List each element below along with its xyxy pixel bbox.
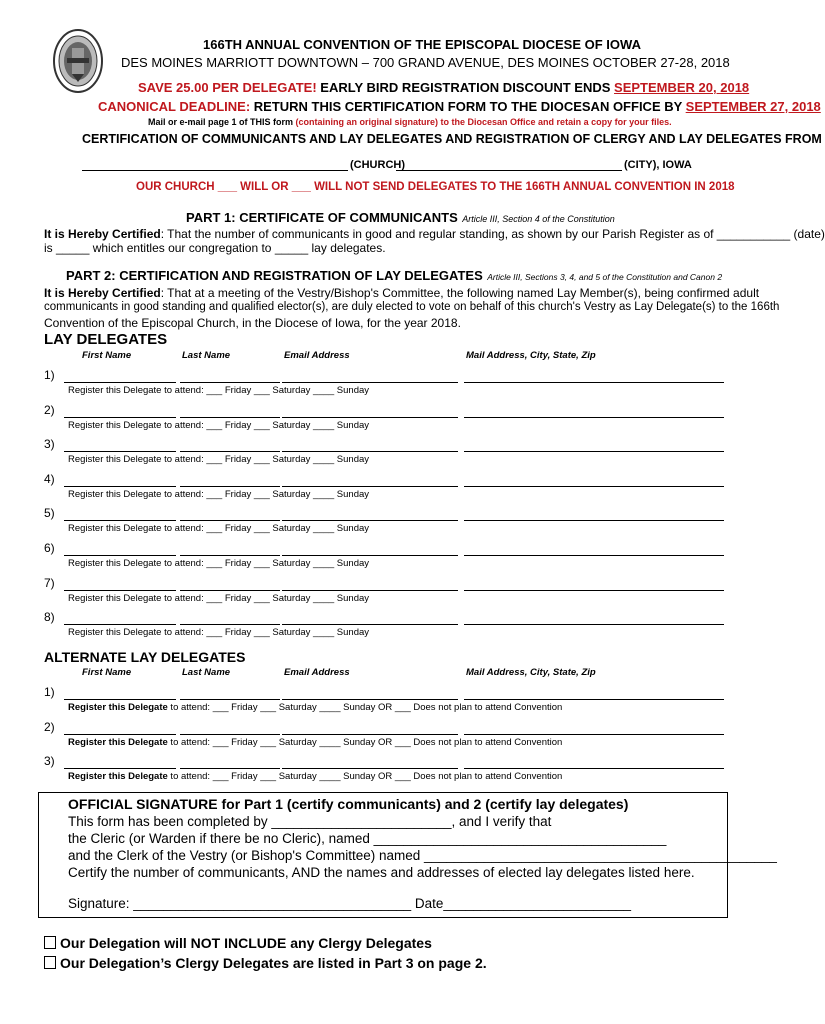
email-field[interactable] [282, 590, 458, 591]
part1-reference: Article III, Section 4 of the Constitution [462, 214, 615, 224]
email-field[interactable] [282, 382, 458, 383]
part1-text-line1 [44, 227, 825, 241]
part1-title: PART 1: CERTIFICATE OF COMMUNICANTS [186, 210, 458, 225]
part2-title: PART 2: CERTIFICATION AND REGISTRATION OF LAY DELEGATES [66, 268, 483, 283]
alt-col-email: Email Address [284, 667, 350, 678]
email-field[interactable] [282, 451, 458, 452]
mail-address-field[interactable] [464, 734, 724, 735]
mail-address-field[interactable] [464, 624, 724, 625]
last-name-field[interactable] [180, 417, 280, 418]
row-number: 3) [44, 437, 55, 452]
checkbox-icon[interactable] [44, 956, 56, 969]
email-field[interactable] [282, 699, 458, 700]
register-label: Register this Delegate [68, 736, 168, 748]
mail-address-field[interactable] [464, 555, 724, 556]
first-name-field[interactable] [64, 486, 176, 487]
first-name-field[interactable] [64, 382, 176, 383]
last-name-field[interactable] [180, 486, 280, 487]
part2-text-line3: Convention of the Episcopal Church, in the Diocese of Iowa, for the year 2018. [44, 316, 461, 330]
canonical-deadline-date: SEPTEMBER 27, 2018 [685, 99, 821, 114]
register-label: Register this Delegate [68, 771, 168, 782]
signature-certify-text: Certify the number of communicants, AND the names and addresses of elected lay delegates listed here. [68, 865, 695, 880]
mail-instructions-note: (containing an original signature) to the Diocesan Office and retain a copy for your files. [295, 117, 672, 127]
last-name-field[interactable] [180, 624, 280, 625]
early-bird-text: EARLY BIRD REGISTRATION DISCOUNT ENDS [316, 80, 615, 95]
part1-body1: : That the number of communicants in good and regular standing, as shown by our Parish Register as of ___________ (date) [160, 227, 825, 241]
alt-col-first-name: First Name [82, 667, 132, 678]
part2-body1: : That at a meeting of the Vestry/Bishop's Committee, the following named Lay Member(s), being confirmed adult [160, 286, 760, 300]
register-attendance[interactable]: Register this Delegate to attend: ___ Friday ___ Saturday ____ Sunday [68, 454, 370, 466]
col-last-name: Last Name [182, 350, 231, 361]
alt-col-last-name: Last Name [182, 667, 231, 678]
signature-cleric-named[interactable]: the Cleric (or Warden if there be no Cleric), named _______________________________________ [68, 831, 667, 846]
option-clergy-listed-label: Our Delegation’s Clergy Delegates are listed in Part 3 on page 2. [60, 955, 487, 971]
first-name-field[interactable] [64, 520, 176, 521]
canonical-deadline-line [98, 99, 821, 114]
last-name-field[interactable] [180, 699, 280, 700]
checkbox-icon[interactable] [44, 936, 56, 949]
register-options: to attend: ___ Friday ___ Saturday ____ Sunday OR ___ Does not plan to attend Convention [167, 702, 563, 713]
mail-address-field[interactable] [464, 590, 724, 591]
alternate-lay-delegates-heading: ALTERNATE LAY DELEGATES [44, 649, 246, 665]
email-field[interactable] [282, 520, 458, 521]
lay-delegates-heading: LAY DELEGATES [44, 331, 168, 348]
row-number: 5) [44, 506, 55, 521]
signature-clerk-named[interactable]: and the Clerk of the Vestry (or Bishop's Committee) named _______________________________________________ [68, 848, 777, 863]
option-no-clergy-label: Our Delegation will NOT INCLUDE any Clergy Delegates [60, 935, 432, 951]
email-field[interactable] [282, 417, 458, 418]
row-number: 1) [44, 685, 55, 699]
row-number: 6) [44, 541, 55, 555]
signature-date-line[interactable]: Signature: _____________________________________ Date_________________________ [68, 896, 632, 911]
first-name-field[interactable] [64, 768, 176, 769]
register-attendance[interactable]: Register this Delegate to attend: ___ Friday ___ Saturday ____ Sunday [68, 488, 370, 500]
church-field[interactable] [82, 170, 348, 171]
convention-title: 166TH ANNUAL CONVENTION OF THE EPISCOPAL DIOCESE OF IOWA [203, 37, 641, 52]
early-bird-line [138, 80, 749, 95]
col-first-name: First Name [82, 350, 132, 361]
part1-heading [186, 209, 615, 227]
col-mail-address: Mail Address, City, State, Zip [466, 350, 596, 361]
mail-instructions-lead: Mail or e-mail page 1 of THIS form [148, 117, 296, 127]
first-name-field[interactable] [64, 451, 176, 452]
email-field[interactable] [282, 486, 458, 487]
canonical-deadline-label: CANONICAL DEADLINE: [98, 99, 251, 114]
email-field[interactable] [282, 555, 458, 556]
part2-heading [66, 267, 722, 285]
part2-reference: Article III, Sections 3, 4, and 5 of the Constitution and Canon 2 [487, 272, 723, 282]
convention-venue: DES MOINES MARRIOTT DOWNTOWN – 700 GRAND AVENUE, DES MOINES OCTOBER 27-28, 2018 [121, 55, 730, 70]
email-field[interactable] [282, 734, 458, 735]
canonical-deadline-text: RETURN THIS CERTIFICATION FORM TO THE DIOCESAN OFFICE BY [250, 99, 686, 114]
row-number: 3) [44, 754, 55, 768]
register-attendance[interactable] [68, 737, 562, 748]
save-amount: SAVE 25.00 PER DELEGATE! [138, 80, 317, 95]
row-number: 7) [44, 575, 55, 590]
first-name-field[interactable] [64, 590, 176, 591]
certification-title: CERTIFICATION OF COMMUNICANTS AND LAY DELEGATES AND REGISTRATION OF CLERGY AND LAY DELEGATES FROM [82, 132, 822, 146]
register-attendance[interactable] [68, 702, 562, 713]
mail-address-field[interactable] [464, 520, 724, 521]
signature-completed-by[interactable]: This form has been completed by ________________________, and I verify that [68, 814, 552, 829]
last-name-field[interactable] [180, 451, 280, 452]
register-options: to attend: ___ Friday ___ Saturday ____ Sunday OR ___ Does not plan to attend Convention [167, 771, 563, 782]
part2-text-line2: communicants in good standing and qualified elector(s), are duly elected to vote on behalf of this church's Vestry as Lay Delegate(s) to the 166th [44, 301, 780, 313]
register-label: Register this Delegate [68, 702, 168, 713]
register-attendance[interactable]: Register this Delegate to attend: ___ Friday ___ Saturday ____ Sunday [68, 385, 370, 396]
register-attendance[interactable]: Register this Delegate to attend: ___ Friday ___ Saturday ____ Sunday [68, 558, 370, 569]
last-name-field[interactable] [180, 590, 280, 591]
mail-address-field[interactable] [464, 451, 724, 452]
city-label: (CITY), IOWA [624, 159, 692, 171]
part2-text-line1 [44, 286, 759, 300]
last-name-field[interactable] [180, 555, 280, 556]
mail-address-field[interactable] [464, 382, 724, 383]
early-bird-date: SEPTEMBER 20, 2018 [614, 80, 750, 95]
option-no-clergy[interactable] [44, 935, 432, 951]
first-name-field[interactable] [64, 734, 176, 735]
last-name-field[interactable] [180, 768, 280, 769]
row-number: 2) [44, 719, 55, 734]
will-send-delegates-line: OUR CHURCH ___ WILL OR ___ WILL NOT SEND DELEGATES TO THE 166TH ANNUAL CONVENTION IN 2018 [136, 181, 735, 193]
last-name-field[interactable] [180, 520, 280, 521]
register-attendance[interactable]: Register this Delegate to attend: ___ Friday ___ Saturday ____ Sunday [68, 523, 370, 535]
register-attendance[interactable] [68, 771, 562, 782]
first-name-field[interactable] [64, 417, 176, 418]
register-options: to attend: ___ Friday ___ Saturday ____ Sunday OR ___ Does not plan to attend Convention [167, 736, 563, 748]
mail-instructions [148, 117, 672, 127]
last-name-field[interactable] [180, 734, 280, 735]
mail-address-field[interactable] [464, 768, 724, 769]
first-name-field[interactable] [64, 555, 176, 556]
mail-address-field[interactable] [464, 486, 724, 487]
diocese-seal [52, 28, 104, 94]
row-number: 4) [44, 471, 55, 486]
register-attendance[interactable]: Register this Delegate to attend: ___ Friday ___ Saturday ____ Sunday [68, 592, 370, 604]
email-field[interactable] [282, 624, 458, 625]
row-number: 1) [44, 368, 55, 382]
church-label: (CHURCH) [350, 159, 405, 171]
last-name-field[interactable] [180, 382, 280, 383]
col-email: Email Address [284, 350, 350, 361]
register-attendance[interactable]: Register this Delegate to attend: ___ Friday ___ Saturday ____ Sunday [68, 627, 370, 639]
row-number: 8) [44, 610, 55, 625]
option-clergy-listed[interactable] [44, 955, 487, 971]
part1-text-line2: is _____ which entitles our congregation to _____ lay delegates. [44, 241, 386, 255]
city-field[interactable] [396, 170, 622, 171]
mail-address-field[interactable] [464, 417, 724, 418]
part2-lead: It is Hereby Certified [44, 286, 161, 300]
register-attendance[interactable]: Register this Delegate to attend: ___ Friday ___ Saturday ____ Sunday [68, 419, 370, 431]
part1-lead: It is Hereby Certified [44, 227, 161, 241]
first-name-field[interactable] [64, 699, 176, 700]
first-name-field[interactable] [64, 624, 176, 625]
alt-col-mail-address: Mail Address, City, State, Zip [466, 667, 596, 678]
signature-title: OFFICIAL SIGNATURE for Part 1 (certify communicants) and 2 (certify lay delegates) [68, 796, 629, 812]
mail-address-field[interactable] [464, 699, 724, 700]
row-number: 2) [44, 402, 55, 417]
email-field[interactable] [282, 768, 458, 769]
